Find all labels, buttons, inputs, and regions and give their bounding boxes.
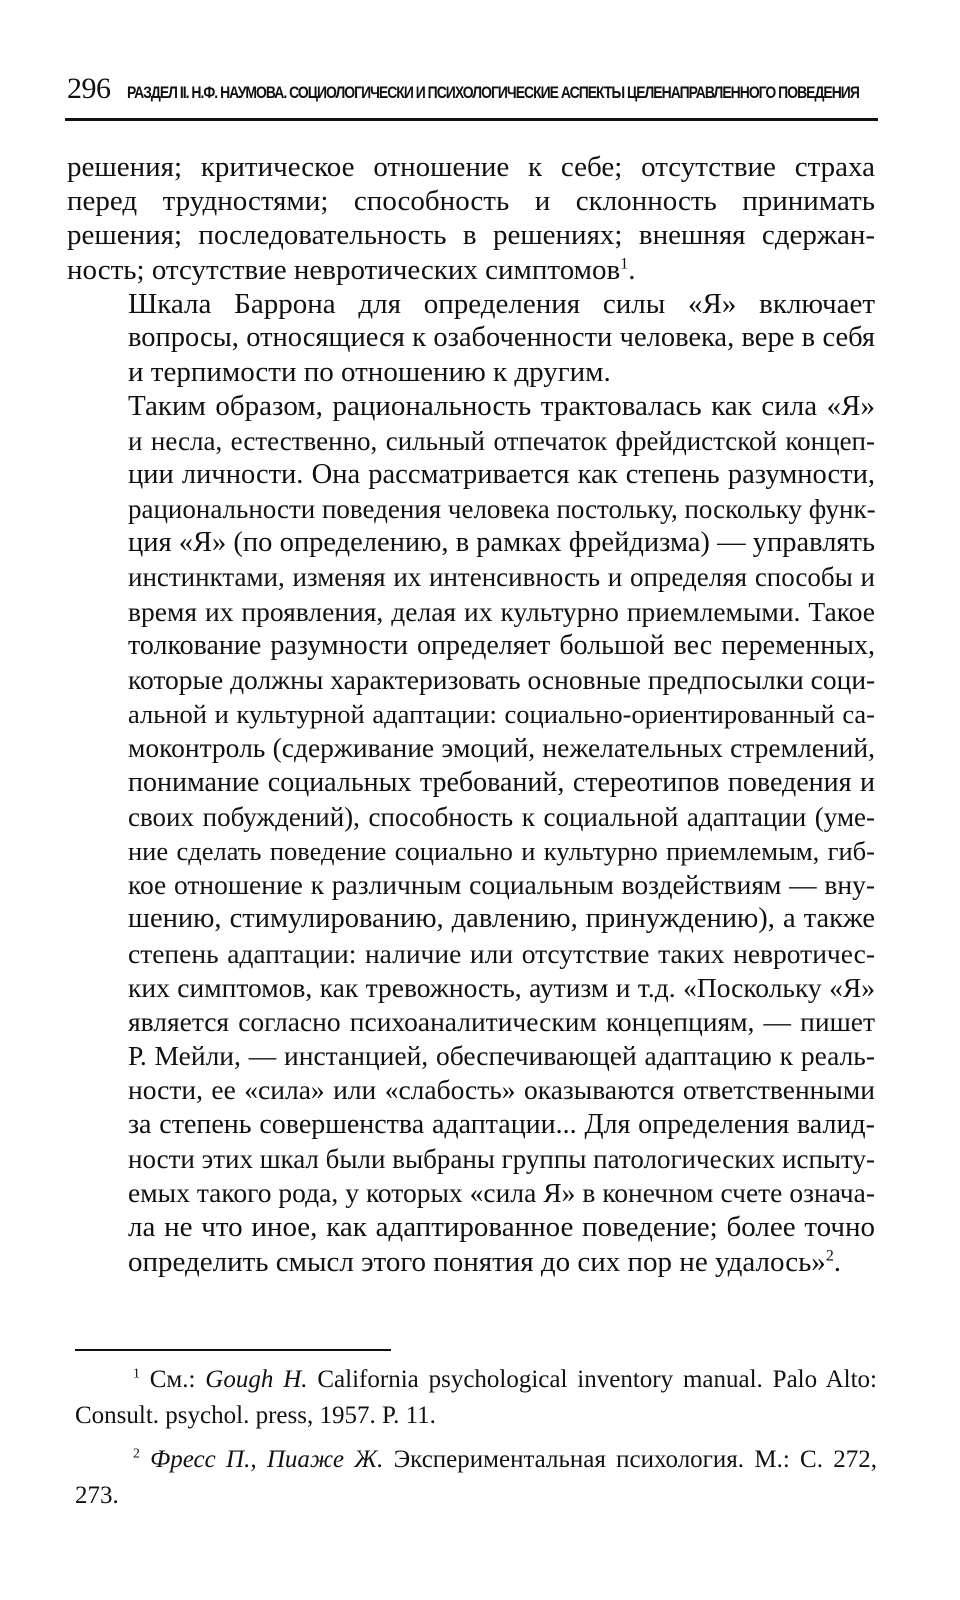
footnotes [75, 1362, 877, 1522]
footnote-ref: 2 [825, 1246, 834, 1264]
text-line: перед трудностями; способность и склонность принимать [67, 185, 875, 218]
text-line [67, 253, 875, 287]
text-line: Таким образом, рациональность трактовалась как сила «Я» [128, 390, 875, 423]
footnote-author: Фресс П., Пиаже Ж. [150, 1446, 384, 1473]
footnote-marker: 1 [133, 1365, 140, 1381]
text-segment: . [628, 253, 636, 286]
footnote-ref: 1 [620, 254, 629, 272]
footnote-author: Gough H. [205, 1366, 308, 1393]
text-line: и несла, естественно, сильный отпечаток фрейдистской концеп- [128, 425, 875, 456]
text-line: инстинктами, изменяя их интенсивность и определяя способы и [128, 562, 875, 593]
text-line: Шкала Баррона для определения силы «Я» включает [128, 287, 875, 320]
text-line: время их проявления, делая их культурно приемлемыми. Такое [128, 595, 875, 627]
text-line: рациональности поведения человека постольку, поскольку функ- [128, 494, 876, 525]
footnote-2 [75, 1442, 877, 1514]
text-line: ние сделать поведение социально и культурно приемлемым, гиб- [128, 836, 875, 867]
text-line: толкование разумности определяет большой вес переменных, [128, 629, 875, 661]
text-line: решения; критическое отношение к себе; отсутствие страха [67, 151, 875, 183]
text-line: ких симптомов, как тревожность, аутизм и т.д. «Поскольку «Я» [128, 971, 875, 1003]
text-line: кое отношение к различным социальным воздействиям — вну- [128, 869, 875, 901]
text-line: за степень совершенства адаптации... Для определения валид- [128, 1108, 875, 1140]
text-line: является согласно психоаналитическим концепциям, — пишет [128, 1006, 875, 1038]
paragraph [67, 287, 875, 390]
footnote-text: California psychological inventory manual. Palo Alto: Consult. psychol. press, 1957. P. 11. [75, 1366, 877, 1429]
text-line: ла не что иное, как адаптированное поведение; более точно [128, 1211, 875, 1244]
footnote-prefix: См.: [149, 1366, 196, 1393]
text-line [67, 1245, 875, 1279]
text-line: шению, стимулированию, давлению, принуждению), а также [128, 903, 875, 935]
text-line: альной и культурной адаптации: социально-ориентированный са- [128, 699, 875, 730]
running-head [67, 72, 877, 106]
footnote-rule [75, 1349, 391, 1351]
text-line: решения; последовательность в решениях; внешняя сдержан- [67, 219, 875, 252]
text-line: моконтроль (сдерживание эмоций, нежелательных стремлений, [128, 732, 875, 764]
header-rule [65, 118, 878, 121]
text-line: понимание социальных требований, стереотипов поведения и [128, 766, 875, 798]
text-line: Р. Мейли, — инстанцией, обеспечивающей адаптацию к реаль- [128, 1040, 875, 1072]
running-title: РАЗДЕЛ II. Н.Ф. НАУМОВА. СОЦИОЛОГИЧЕСКИ И ПСИХОЛОГИЧЕСКИЕ АСПЕКТЫ ЦЕЛЕНАПРАВЛЕННОГО ПОВЕДЕНИЯ [126, 83, 859, 102]
text-segment: определить смысл этого понятия до сих пор не удалось» [128, 1245, 826, 1278]
text-line: емых такого рода, у которых «сила Я» в конечном счете означа- [128, 1177, 875, 1209]
text-line: ции личности. Она рассматривается как степень разумности, [128, 458, 875, 490]
text-line: и терпимости по отношению к другим. [128, 356, 611, 389]
text-line: ности этих шкал были выбраны группы патологических испыту- [128, 1143, 875, 1174]
text-line: степень адаптации: наличие или отсутствие таких невротичес- [128, 937, 875, 969]
page-number: 296 [67, 72, 111, 105]
text-line: вопросы, относящиеся к озабоченности человека, вере в себя [128, 322, 875, 354]
text-line: своих побуждений), способность к социальной адаптации (уме- [128, 801, 875, 832]
paragraph [67, 389, 875, 1278]
footnote-marker: 2 [133, 1445, 140, 1461]
text-segment: . [833, 1245, 842, 1278]
footnote-1 [75, 1362, 877, 1434]
text-line: которые должны характеризовать основные предпосылки соци- [128, 664, 876, 696]
paragraph [67, 150, 875, 287]
text-segment: ность; отсутствие невротических симптомов [67, 253, 621, 286]
body-text [67, 150, 875, 1279]
text-line: ция «Я» (по определению, в рамках фрейдизма) — управлять [128, 527, 875, 559]
footnote-text: Экспериментальная психология. М.: С. 272, 273. [75, 1446, 878, 1509]
text-line: ности, ее «сила» или «слабость» оказываются ответственными [128, 1074, 875, 1106]
